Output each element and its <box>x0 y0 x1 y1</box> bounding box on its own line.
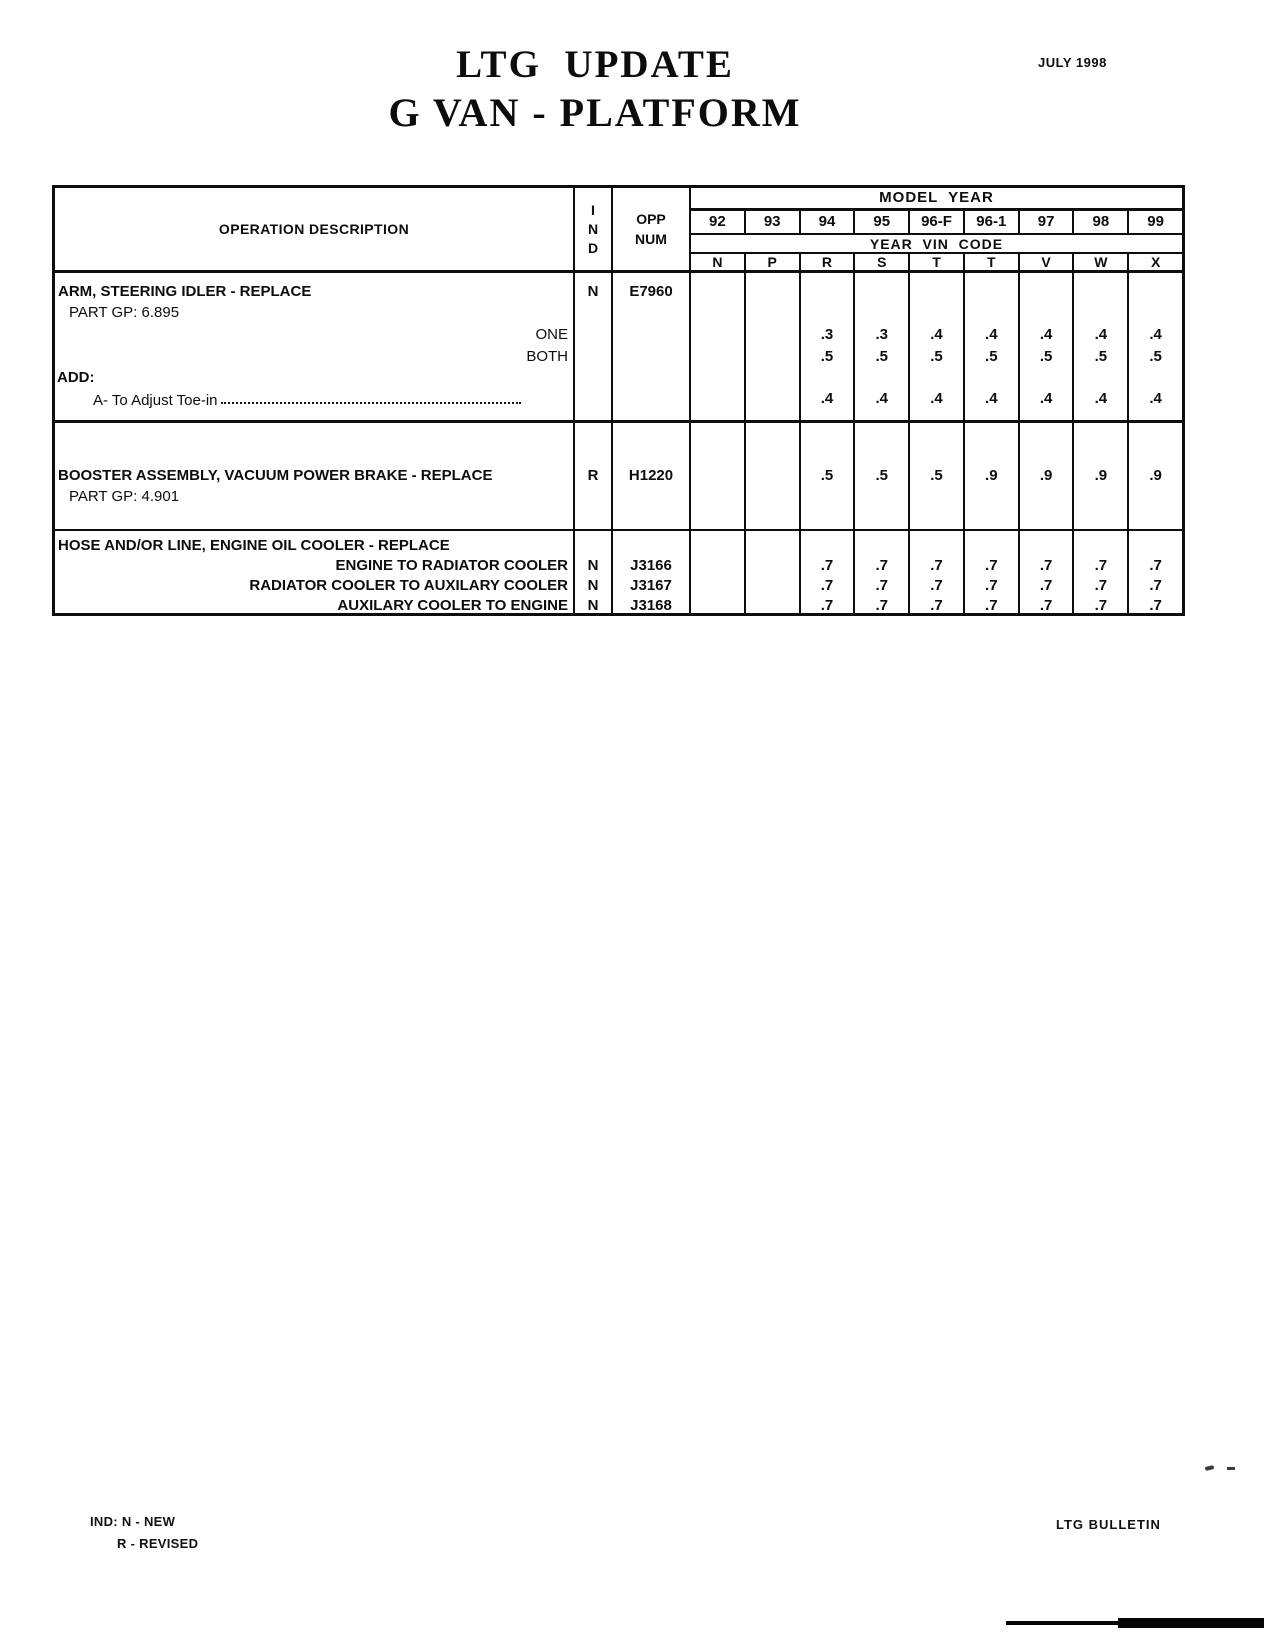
time-value-cell-95: .5 <box>855 465 910 485</box>
time-value-cell-94: .7 <box>801 555 856 575</box>
time-value-cell-92 <box>691 595 746 613</box>
time-value-cell-98: .5 <box>1074 345 1129 367</box>
time-value-cell-97 <box>1020 409 1075 420</box>
time-value-cell-98: .7 <box>1074 575 1129 595</box>
time-value-cell-99: .7 <box>1149 556 1162 574</box>
time-value-cell-99 <box>1129 423 1182 465</box>
time-value-cell-92 <box>691 301 746 323</box>
time-value-cell-97 <box>1020 507 1075 529</box>
time-value-cell-98 <box>1074 535 1129 555</box>
vin-code-col-2: R <box>801 254 856 270</box>
time-value-cell-96-1: .5 <box>965 345 1020 367</box>
time-value-cell-94: .4 <box>801 387 856 409</box>
ind-cell: R <box>575 465 613 485</box>
time-value-cell-98 <box>1074 507 1129 529</box>
opp-num-cell <box>613 367 691 387</box>
operation-text-cell <box>55 423 575 465</box>
vin-code-col-7: W <box>1074 254 1129 270</box>
time-value-cell-92 <box>691 273 746 281</box>
time-value-cell-99 <box>1129 367 1182 387</box>
opp-num-cell: H1220 <box>613 465 691 485</box>
time-value-cell-97: .4 <box>1020 387 1075 409</box>
ind-cell <box>575 507 613 529</box>
time-value-cell-93 <box>746 507 801 529</box>
col-header-opp-num <box>613 188 691 270</box>
ind-cell: N <box>575 575 613 595</box>
year-col-93: 93 <box>746 211 801 234</box>
time-value-cell-96-F <box>910 485 965 507</box>
time-value-cell-96-1 <box>965 273 1020 281</box>
time-value-cell-98: .9 <box>1074 465 1129 485</box>
time-value-cell-98 <box>1074 409 1129 420</box>
opp-num-cell <box>613 409 691 420</box>
time-value-cell-95: .7 <box>855 555 910 575</box>
vin-code-col-4: T <box>910 254 965 270</box>
ind-letter: D <box>587 239 599 256</box>
section-arm-steering-idler <box>55 273 1182 420</box>
operation-text: ONE <box>55 323 575 345</box>
time-value-cell-93 <box>746 409 801 420</box>
time-value-cell-97: .7 <box>1020 595 1075 613</box>
time-value-cell-93 <box>746 345 801 367</box>
time-value-cell-96-1 <box>965 281 1020 301</box>
page-subtitle: G VAN - PLATFORM <box>388 90 802 135</box>
operation-text: ADD: <box>55 367 575 387</box>
year-col-94: 94 <box>801 211 856 234</box>
col-header-ind <box>575 188 613 270</box>
scan-edge-bar-thick <box>1118 1618 1264 1628</box>
operation-text: BOTH <box>55 345 575 367</box>
time-value-cell-96-F: .4 <box>910 323 965 345</box>
time-value-cell-97: .4 <box>1020 323 1075 345</box>
vin-code-col-8: X <box>1150 254 1161 270</box>
time-value-cell-94 <box>801 367 856 387</box>
year-col-99: 99 <box>1147 213 1164 231</box>
time-value-cell-96-F <box>910 507 965 529</box>
time-value-cell-98: .4 <box>1074 387 1129 409</box>
bulletin-label: LTG BULLETIN <box>1056 1517 1161 1532</box>
time-value-cell-99 <box>1129 281 1182 301</box>
time-value-cell-92 <box>691 485 746 507</box>
table-line-part <box>55 301 1182 323</box>
time-value-cell-92 <box>691 555 746 575</box>
time-value-cell-93 <box>746 273 801 281</box>
table-line-title <box>55 465 1182 485</box>
time-value-cell-98 <box>1074 273 1129 281</box>
time-value-cell-98 <box>1074 423 1129 465</box>
time-value-cell-98 <box>1074 367 1129 387</box>
ind-cell <box>575 323 613 345</box>
vin-code-col-5: T <box>965 254 1020 270</box>
operation-text-cell <box>55 507 575 529</box>
operation-text: A- To Adjust Toe-in <box>93 392 218 409</box>
time-value-cell-99: .7 <box>1149 596 1162 613</box>
opp-num-cell <box>613 387 691 409</box>
ind-cell <box>575 485 613 507</box>
time-value-cell-99 <box>1129 409 1182 420</box>
time-value-cell-96-F: .5 <box>910 345 965 367</box>
time-value-cell-97 <box>1020 273 1075 281</box>
time-value-cell-99 <box>1129 273 1182 281</box>
ind-cell: N <box>575 595 613 613</box>
operation-text: BOOSTER ASSEMBLY, VACUUM POWER BRAKE - REPLACE <box>55 465 575 485</box>
time-value-cell-96-1: .7 <box>965 595 1020 613</box>
ind-cell <box>575 535 613 555</box>
table-line-filler <box>55 507 1182 529</box>
model-year-label: MODEL YEAR <box>691 188 1182 211</box>
operation-text-cell <box>55 273 575 281</box>
ind-cell <box>575 367 613 387</box>
operation-text-cell <box>55 387 575 409</box>
time-value-cell-97 <box>1020 301 1075 323</box>
time-value-cell-96-1 <box>965 367 1020 387</box>
section-booster-assembly-vacuum-power-brake <box>55 420 1182 529</box>
opp-num-cell <box>613 423 691 465</box>
year-col-97: 97 <box>1020 211 1075 234</box>
time-value-cell-93 <box>746 367 801 387</box>
time-value-cell-94: .5 <box>801 345 856 367</box>
opp-num-cell <box>613 507 691 529</box>
time-value-cell-96-F: .7 <box>910 595 965 613</box>
year-col-98: 98 <box>1074 211 1129 234</box>
time-value-cell-99: .4 <box>1149 325 1162 343</box>
time-value-cell-97 <box>1020 423 1075 465</box>
time-value-cell-96-1: .4 <box>965 323 1020 345</box>
time-value-cell-96-1 <box>965 423 1020 465</box>
page-title: LTG UPDATE <box>456 43 734 86</box>
time-value-cell-92 <box>691 409 746 420</box>
time-value-cell-99: .7 <box>1149 576 1162 594</box>
time-value-cell-99 <box>1129 485 1182 507</box>
time-value-cell-92 <box>691 423 746 465</box>
model-year-header-block <box>691 188 1182 270</box>
table-line-dotted <box>55 387 1182 409</box>
time-value-cell-95: .4 <box>855 387 910 409</box>
time-value-cell-99 <box>1129 507 1182 529</box>
time-value-cell-92 <box>691 367 746 387</box>
operation-text: AUXILARY COOLER TO ENGINE <box>55 595 575 613</box>
time-value-cell-96-1 <box>965 301 1020 323</box>
time-value-cell-98 <box>1074 281 1129 301</box>
time-value-cell-99 <box>1129 301 1182 323</box>
opp-header-line: OPP <box>636 211 666 227</box>
opp-header-line: NUM <box>635 231 667 247</box>
time-value-cell-93 <box>746 595 801 613</box>
opp-num-cell: J3168 <box>613 595 691 613</box>
time-value-cell-94 <box>801 281 856 301</box>
time-value-cell-94: .5 <box>801 465 856 485</box>
time-value-cell-99: .4 <box>1149 389 1162 407</box>
table-line-rightbold <box>55 575 1182 595</box>
ind-cell <box>575 423 613 465</box>
ind-cell <box>575 273 613 281</box>
time-value-cell-94: .7 <box>801 595 856 613</box>
time-value-cell-95 <box>855 535 910 555</box>
labor-time-table <box>52 185 1185 616</box>
operation-text: ARM, STEERING IDLER - REPLACE <box>55 281 575 301</box>
time-value-cell-92 <box>691 323 746 345</box>
time-value-cell-98: .7 <box>1074 595 1129 613</box>
time-value-cell-93 <box>746 575 801 595</box>
time-value-cell-97: .9 <box>1020 465 1075 485</box>
time-value-cell-93 <box>746 387 801 409</box>
time-value-cell-92 <box>691 575 746 595</box>
table-line-sp8 <box>55 273 1182 281</box>
time-value-cell-97: .7 <box>1020 555 1075 575</box>
time-value-cell-96-F <box>910 409 965 420</box>
time-value-cell-95 <box>855 281 910 301</box>
time-value-cell-96-F: .5 <box>910 465 965 485</box>
table-line-title <box>55 535 1182 555</box>
time-value-cell-96-F <box>910 423 965 465</box>
time-value-cell-92 <box>691 387 746 409</box>
time-value-cell-95: .7 <box>855 575 910 595</box>
opp-num-cell: J3167 <box>613 575 691 595</box>
time-value-cell-92 <box>691 507 746 529</box>
ind-cell <box>575 409 613 420</box>
vin-code-col-1: P <box>746 254 801 270</box>
vin-code-col-0: N <box>691 254 746 270</box>
col-header-operation-description: OPERATION DESCRIPTION <box>55 188 575 270</box>
table-line-add <box>55 367 1182 387</box>
table-line-part <box>55 485 1182 507</box>
time-value-cell-95 <box>855 367 910 387</box>
time-value-cell-92 <box>691 345 746 367</box>
table-line-rightbold <box>55 555 1182 575</box>
time-value-cell-94 <box>801 273 856 281</box>
time-value-cell-97 <box>1020 535 1075 555</box>
time-value-cell-95 <box>855 301 910 323</box>
opp-num-cell <box>613 323 691 345</box>
ind-letter: N <box>587 220 599 237</box>
time-value-cell-95: .5 <box>855 345 910 367</box>
operation-text: PART GP: 4.901 <box>55 485 575 507</box>
vin-code-col-3: S <box>855 254 910 270</box>
time-value-cell-93 <box>746 281 801 301</box>
time-value-cell-93 <box>746 555 801 575</box>
time-value-cell-99: .9 <box>1149 466 1162 484</box>
scan-edge-bar-thin <box>1006 1621 1136 1625</box>
table-body <box>55 273 1182 613</box>
year-col-95: 95 <box>855 211 910 234</box>
year-col-96-1: 96-1 <box>965 211 1020 234</box>
time-value-cell-94 <box>801 535 856 555</box>
time-value-cell-95 <box>855 507 910 529</box>
time-value-cell-98 <box>1074 485 1129 507</box>
time-value-cell-99 <box>1129 535 1182 555</box>
time-value-cell-96-F: .7 <box>910 555 965 575</box>
document-title-block <box>0 42 1190 138</box>
time-value-cell-96-F <box>910 301 965 323</box>
opp-num-cell <box>613 535 691 555</box>
opp-num-cell <box>613 273 691 281</box>
time-value-cell-96-1: .4 <box>965 387 1020 409</box>
table-line-right <box>55 323 1182 345</box>
time-value-cell-98: .4 <box>1074 323 1129 345</box>
time-value-cell-94 <box>801 301 856 323</box>
time-value-cell-92 <box>691 535 746 555</box>
operation-text: PART GP: 6.895 <box>55 301 575 323</box>
time-value-cell-94: .7 <box>801 575 856 595</box>
opp-num-cell <box>613 345 691 367</box>
opp-num-cell: E7960 <box>613 281 691 301</box>
table-line-filler <box>55 409 1182 420</box>
time-value-cell-98 <box>1074 301 1129 323</box>
ind-cell: N <box>575 281 613 301</box>
ind-legend-line1: IND: N - NEW <box>90 1514 176 1529</box>
time-value-cell-97: .5 <box>1020 345 1075 367</box>
time-value-cell-96-F: .7 <box>910 575 965 595</box>
ind-cell: N <box>575 555 613 575</box>
time-value-cell-94 <box>801 409 856 420</box>
date-label: JULY 1998 <box>1038 55 1107 70</box>
time-value-cell-94: .3 <box>801 323 856 345</box>
table-header-row <box>55 188 1182 273</box>
ind-legend-line2: R - REVISED <box>117 1536 199 1551</box>
scan-smudge-artifact <box>1205 1463 1241 1471</box>
time-value-cell-95 <box>855 409 910 420</box>
opp-num-cell <box>613 301 691 323</box>
ind-cell <box>575 345 613 367</box>
operation-text: RADIATOR COOLER TO AUXILARY COOLER <box>55 575 575 595</box>
vin-code-columns-row <box>691 254 1182 270</box>
time-value-cell-93 <box>746 465 801 485</box>
time-value-cell-94 <box>801 485 856 507</box>
time-value-cell-93 <box>746 301 801 323</box>
time-value-cell-94 <box>801 507 856 529</box>
time-value-cell-95 <box>855 423 910 465</box>
opp-num-cell <box>613 485 691 507</box>
time-value-cell-96-F <box>910 273 965 281</box>
time-value-cell-95 <box>855 273 910 281</box>
year-columns-row <box>691 211 1182 236</box>
ind-letter: I <box>591 201 595 218</box>
time-value-cell-97: .7 <box>1020 575 1075 595</box>
time-value-cell-98: .7 <box>1074 555 1129 575</box>
vin-code-col-6: V <box>1020 254 1075 270</box>
time-value-cell-96-F <box>910 367 965 387</box>
time-value-cell-93 <box>746 485 801 507</box>
time-value-cell-93 <box>746 423 801 465</box>
time-value-cell-96-1 <box>965 507 1020 529</box>
time-value-cell-96-F: .4 <box>910 387 965 409</box>
time-value-cell-96-F <box>910 281 965 301</box>
table-line-sp40 <box>55 423 1182 465</box>
time-value-cell-96-1: .7 <box>965 575 1020 595</box>
time-value-cell-95: .7 <box>855 595 910 613</box>
time-value-cell-95 <box>855 485 910 507</box>
year-vin-code-label: YEAR VIN CODE <box>691 235 1182 254</box>
section-hose-engine-oil-cooler <box>55 529 1182 613</box>
opp-num-cell: J3166 <box>613 555 691 575</box>
time-value-cell-92 <box>691 465 746 485</box>
year-col-92: 92 <box>691 211 746 234</box>
time-value-cell-93 <box>746 323 801 345</box>
time-value-cell-94 <box>801 423 856 465</box>
year-col-96-F: 96-F <box>910 211 965 234</box>
time-value-cell-96-F <box>910 535 965 555</box>
dot-leader <box>221 402 521 404</box>
time-value-cell-96-1 <box>965 409 1020 420</box>
time-value-cell-99: .5 <box>1149 347 1162 365</box>
ind-cell <box>575 387 613 409</box>
time-value-cell-95: .3 <box>855 323 910 345</box>
time-value-cell-97 <box>1020 485 1075 507</box>
time-value-cell-97 <box>1020 281 1075 301</box>
time-value-cell-92 <box>691 281 746 301</box>
table-line-rightbold <box>55 595 1182 613</box>
time-value-cell-96-1 <box>965 535 1020 555</box>
operation-text: HOSE AND/OR LINE, ENGINE OIL COOLER - REPLACE <box>55 535 575 555</box>
table-line-title <box>55 281 1182 301</box>
operation-text: ENGINE TO RADIATOR COOLER <box>55 555 575 575</box>
time-value-cell-96-1: .7 <box>965 555 1020 575</box>
operation-text-cell <box>55 409 575 420</box>
time-value-cell-96-1: .9 <box>965 465 1020 485</box>
time-value-cell-93 <box>746 535 801 555</box>
time-value-cell-97 <box>1020 367 1075 387</box>
time-value-cell-96-1 <box>965 485 1020 507</box>
table-line-right <box>55 345 1182 367</box>
ind-cell <box>575 301 613 323</box>
